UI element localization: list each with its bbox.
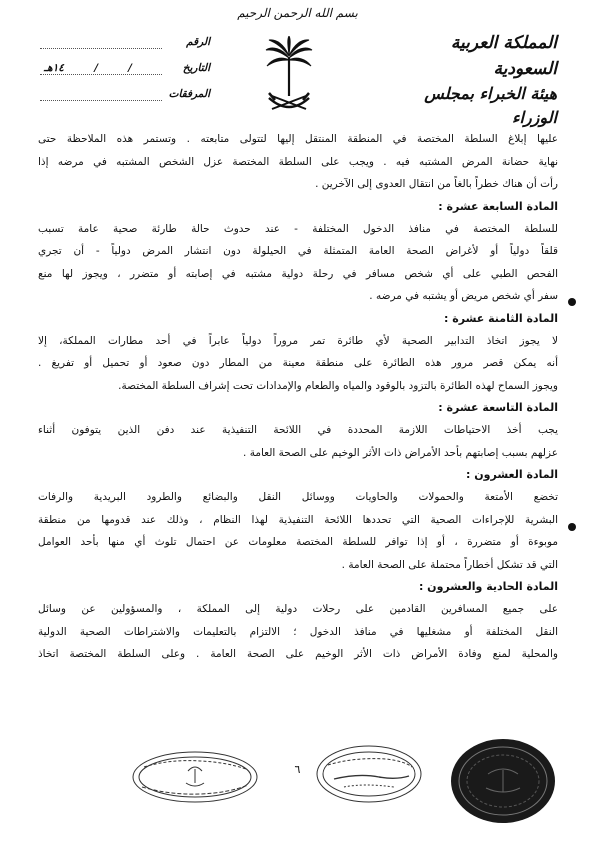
organization-name bbox=[382, 30, 557, 130]
official-stamp-icon bbox=[314, 743, 424, 805]
text-line: على جميع المسافرين القادمين على رحلات دولية إلى المملكة ، والمسؤولين عن وسائل bbox=[38, 603, 558, 615]
document-meta bbox=[40, 36, 210, 114]
punch-hole-mark bbox=[568, 298, 576, 306]
article-21-heading: المادة الحادية والعشرون : bbox=[418, 580, 558, 593]
palm-swords-emblem-icon bbox=[264, 36, 314, 118]
ref-line bbox=[40, 48, 162, 49]
text-line: أنه يمكن قصر مرور هذه الطائرة على منطقة معينة من المطار دون صعود أو تحميل أو تفريغ . bbox=[38, 357, 558, 369]
ref-row bbox=[40, 36, 210, 62]
date-sep-2: / bbox=[94, 62, 98, 74]
text-line: موبوءة أو متضررة ، أو إذا توافر للسلطة المختصة معلومات عن احتمال تلوث أي منها بأحد العوامل bbox=[38, 536, 558, 548]
circular-seal-icon bbox=[448, 736, 558, 826]
date-label: التاريخ bbox=[182, 62, 210, 74]
ref-label: الرقم bbox=[186, 36, 210, 48]
text-line: البشرية للإجراءات الصحية التي تحددها اللائحة التنفيذية لهذا النظام ، وذلك عند قدومها من منطقة bbox=[38, 513, 558, 526]
official-stamp-icon bbox=[130, 749, 260, 805]
article-21-text bbox=[38, 598, 558, 666]
text-line: تخضع الأمتعة والحمولات والحاويات ووسائل النقل والبضائع والطرود البريدية والرفات bbox=[38, 491, 558, 503]
text-line: سفر أي شخص مريض أو يشتبه في مرضه . bbox=[369, 290, 558, 302]
text-line: التي قد تشكل أخطاراً محتملة على الصحة العامة . bbox=[341, 558, 558, 571]
text-line: النقل المختلفة أو مشغليها في منافذ الدخول ؛ الالتزام بالتعليمات والاشتراطات الصحية الدولية bbox=[38, 625, 558, 638]
attach-line bbox=[40, 100, 162, 101]
org-line-2: هيئة الخبراء بمجلس الوزراء bbox=[424, 84, 557, 127]
article-18-heading: المادة الثامنة عشرة : bbox=[444, 311, 558, 325]
document-body bbox=[38, 128, 558, 666]
text-line: رأت أن هناك خطراً بالغاً من انتقال العدوى إلى الآخرين . bbox=[315, 178, 558, 190]
text-line: الفحص الطبي على أي شخص مسافر في رحلة دولية مشتبه في إصابته أو متضرر ، ويجوز لها منع bbox=[38, 267, 558, 280]
date-line bbox=[40, 74, 162, 75]
text-line: عزلهم بسبب إصابتهم بأحد الأمراض ذات الأثر الوخيم على الصحة العامة . bbox=[243, 446, 558, 459]
page-number: ٦ bbox=[294, 763, 301, 776]
basmala: بسم الله الرحمن الرحيم bbox=[237, 6, 358, 20]
text-line: والمحلية لمنع وفادة الأمراض ذات الأثر الوخيم على الصحة العامة . وعلى السلطة المختصة اتخاذ bbox=[38, 648, 558, 660]
text-line: لا يجوز اتخاذ التدابير الصحية لأي طائرة تمر مروراً دولياً عابراً في أحد مطارات المملكة، إلا bbox=[38, 334, 558, 347]
article-20-heading: المادة العشرون : bbox=[466, 468, 558, 481]
text-line: نهاية حضانة المرض المشتبه فيه . ويجب على السلطة المختصة عزل الشخص المشتبه في مرضه إذا bbox=[38, 155, 558, 168]
text-line: قلقاً دولياً أو لأغراض الصحة العامة المتمثلة في الحيلولة دون انتشار المرض دولياً - أن تجري bbox=[38, 245, 558, 257]
article-18-text bbox=[38, 330, 558, 398]
date-row bbox=[40, 62, 210, 88]
article-17-text bbox=[38, 218, 558, 308]
text-line: ويجوز السماح لهذه الطائرة بالتزود بالوقود والمياه والطعام والإمدادات تحت إشراف السلطة المختصة. bbox=[118, 379, 558, 392]
article-17-heading: المادة السابعة عشرة : bbox=[438, 199, 558, 213]
attach-row bbox=[40, 88, 210, 114]
text-line: يجب أخذ الاحتياطات اللازمة المحددة في اللائحة التنفيذية عند دفن الذين يتوفون أثناء bbox=[38, 424, 558, 436]
punch-hole-mark bbox=[568, 523, 576, 531]
text-line: للسلطة المختصة في منافذ الدخول المختلفة - عند حدوث حالة طارئة صحية عامة تسبب bbox=[38, 222, 558, 235]
attach-label: المرفقات bbox=[168, 88, 210, 100]
article-19-heading: المادة التاسعة عشرة : bbox=[438, 401, 558, 414]
org-line-1: المملكة العربية السعودية bbox=[450, 33, 557, 79]
date-year: ١٤هـ bbox=[44, 62, 64, 74]
paragraph-continuation bbox=[38, 128, 558, 196]
article-19-text bbox=[38, 419, 558, 464]
text-line: عليها إبلاغ السلطة المختصة في المنطقة المنتقل إليها لتتولى متابعته . وتستمر هذه الملاحظة حتى bbox=[38, 133, 558, 145]
date-fill bbox=[44, 62, 162, 74]
article-20-text bbox=[38, 486, 558, 576]
date-sep-1: / bbox=[128, 62, 132, 74]
